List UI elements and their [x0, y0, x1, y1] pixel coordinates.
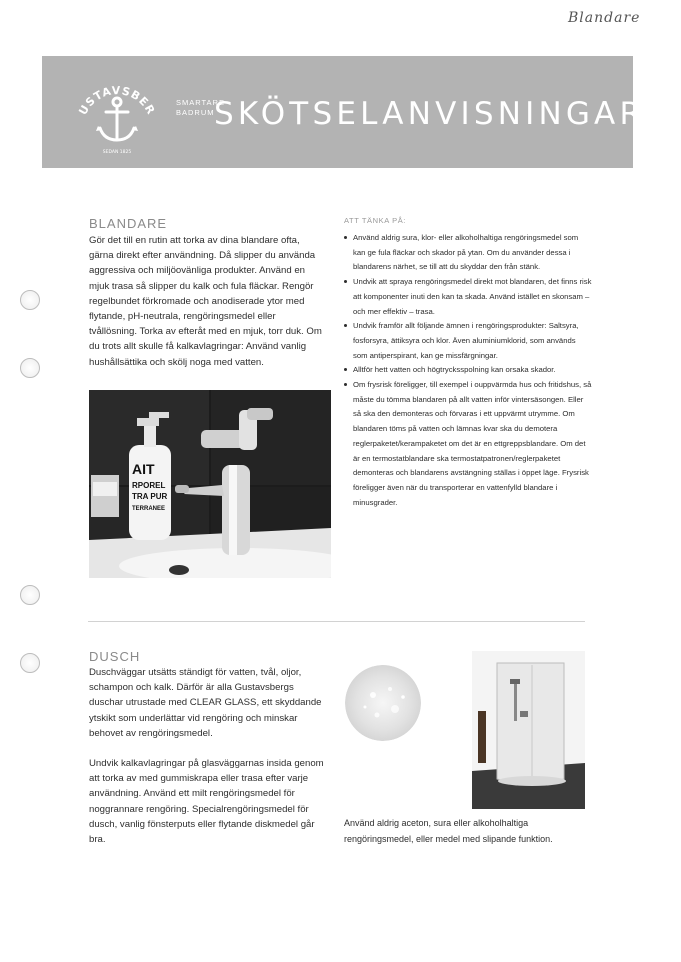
list-item: Undvik att spraya rengöringsmedel direkt mot blandaren, det finns risk att komponenter inuti den kan ta skada. Använd istället en skonsam – och mer effektiv – trasa.	[344, 275, 592, 319]
shower-photo	[472, 651, 585, 809]
list-item: Använd aldrig sura, klor- eller alkoholhaltiga rengöringsmedel som kan ge fula fläckar och skador på ytan. Om du använder dessa i blandarens närhet, se till att du skyddar den från stänk.	[344, 231, 592, 275]
brand-line-1: SMARTARE	[176, 98, 225, 107]
header-banner	[42, 56, 646, 168]
gustavsberg-logo	[72, 68, 162, 158]
faucet-photo	[89, 390, 331, 578]
punch-hole	[20, 653, 40, 673]
dusch-paragraph-1: Duschväggar utsätts ständigt för vatten, tvål, oljor, schampon och kalk. Därför är alla Gustavsbergs duschar utrustade med CLEAR GLASS, ett skyddande ytskikt som underlättar vid rengöring och minskar behovet av rengöringsmedel.	[89, 667, 322, 739]
logo-sub: SEDAN 1825	[102, 150, 132, 155]
dusch-paragraph-2: Undvik kalkavlagringar på glasväggarnas insida genom att torka av med gummiskrapa eller trasa efter varje användning. Använd ett milt rengöringsmedel för noggrannare rengöring. Specialrengöringsmedel för dusch, vanlig fönsterputs eller flytande diskmedel går bra.	[89, 758, 324, 846]
section-heading-blandare: BLANDARE	[89, 216, 168, 231]
dusch-text	[89, 665, 325, 847]
bottle-text: TRA PUR	[132, 492, 168, 501]
blandare-paragraph	[89, 233, 325, 370]
dusch-caption: Använd aldrig aceton, sura eller alkoholhaltiga rengöringsmedel, eller medel med slipande funktion.	[344, 818, 553, 844]
punch-hole	[20, 585, 40, 605]
svg-text:GUSTAVSBERG	[72, 68, 158, 117]
att-tanka-label: ATT TÄNKA PÅ:	[344, 216, 406, 225]
handwritten-note: Blandare	[568, 10, 641, 26]
logo-text: USTAVSBER	[76, 84, 158, 118]
list-item: Undvik framför allt följande ämnen i rengöringsprodukter: Saltsyra, fosforsyra, ättiksyra och klor. Även aluminiumklorid, som används som antiperspirant, kan ge missfärgningar.	[344, 319, 592, 363]
att-tanka-list	[344, 231, 592, 510]
section-heading-dusch: DUSCH	[89, 649, 141, 664]
section-divider	[88, 621, 585, 622]
list-item: Om frysrisk föreligger, till exempel i ouppvärmda hus och fritidshus, så måste du tömma blandaren på allt vatten inför vintersäsongen. Eller så ska den demonteras och förvaras i ett uppvärmt utrymme. Om blandaren töms på vatten och lämnas kvar ska du demotera reglerpaketet/kerampaketet om det är en ettgreppsblandare. Om det är en termostatblandare ska termostatpatronen/reglerpaketet demonteras och blandarens avstängning ställas i öppet läge. Frysrisk föreligger även när du transporterar en vattenfylld blandare i minusgrader.	[344, 378, 592, 510]
bottle-text: TERRANEE	[132, 506, 166, 512]
bottle-text: RPOREL	[132, 481, 166, 490]
brand-line-2: BADRUM	[176, 108, 215, 117]
list-item: Alltför hett vatten och högtrycksspolning kan orsaka skador.	[344, 363, 592, 378]
blandare-text: Gör det till en rutin att torka av dina blandare ofta, gärna direkt efter användning. Då slipper du använda aggressiva och miljöovänliga produkter. Använd en mjuk trasa så slipper du kalk och fula fläckar. Rengör regelbundet förkromade och anodiserade ytor med flytande, pH-neutrala, rengöringsmedel eller tvållösning. Torka av efteråt med en mjuk, torr duk. Om du trots allt skulle få kalkavlagringar: Använd vanlig hushållsättika och skölj noga med vatten.	[89, 235, 322, 368]
punch-hole	[20, 290, 40, 310]
punch-hole	[20, 358, 40, 378]
bottle-text: AIT	[132, 461, 155, 477]
clear-glass-droplet-image	[345, 665, 421, 741]
page-title: SKÖTSELANVISNINGAR	[214, 96, 646, 132]
anchor-icon	[72, 68, 162, 158]
